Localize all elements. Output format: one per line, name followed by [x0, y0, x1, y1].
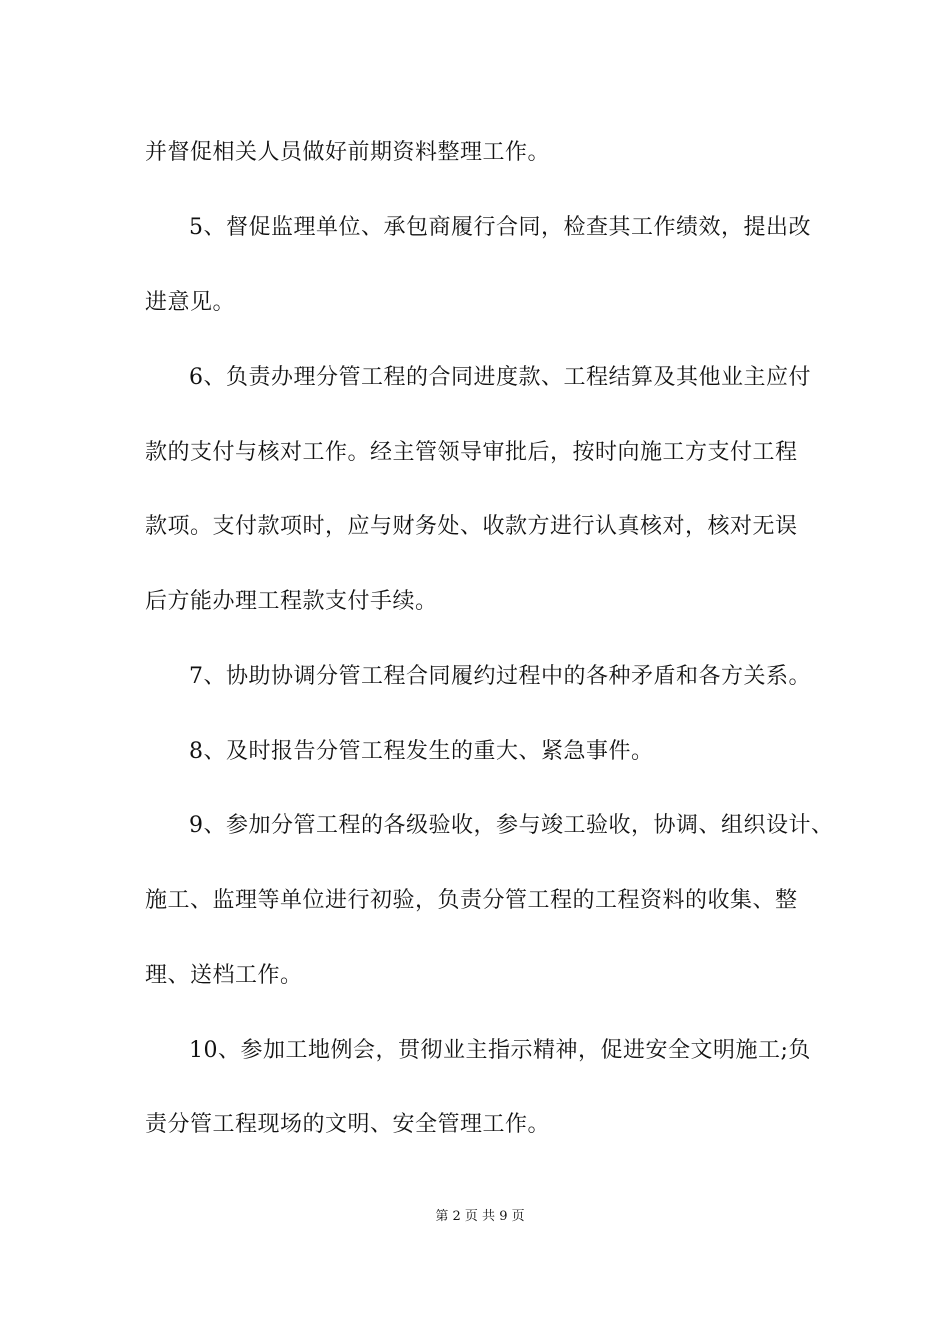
paragraph-line: 后方能办理工程款支付手续。 — [145, 589, 438, 614]
paragraph-line: 责分管工程现场的文明、安全管理工作。 — [145, 1112, 551, 1137]
page-number-footer: 第 2 页 共 9 页 — [435, 1209, 525, 1224]
paragraph-line: 理、送档工作。 — [145, 963, 303, 988]
paragraph-line: 10、参加工地例会，贯彻业主指示精神，促进安全文明施工;负 — [189, 1038, 811, 1063]
paragraph-line: 款的支付与核对工作。经主管领导审批后，按时向施工方支付工程 — [145, 440, 798, 465]
paragraph-line: 9、参加分管工程的各级验收，参与竣工验收，协调、组织设计、 — [189, 813, 834, 838]
paragraph-line: 5、督促监理单位、承包商履行合同，检查其工作绩效，提出改 — [189, 215, 811, 240]
paragraph-line: 款项。支付款项时，应与财务处、收款方进行认真核对，核对无误 — [145, 514, 798, 539]
paragraph-line: 进意见。 — [145, 290, 236, 315]
paragraph-line: 8、及时报告分管工程发生的重大、紧急事件。 — [189, 739, 654, 764]
paragraph-line: 7、协助协调分管工程合同履约过程中的各种矛盾和各方关系。 — [189, 664, 811, 689]
paragraph-line: 并督促相关人员做好前期资料整理工作。 — [145, 140, 551, 165]
paragraph-line: 6、负责办理分管工程的合同进度款、工程结算及其他业主应付 — [189, 365, 811, 390]
paragraph-line: 施工、监理等单位进行初验，负责分管工程的工程资料的收集、整 — [145, 888, 798, 913]
